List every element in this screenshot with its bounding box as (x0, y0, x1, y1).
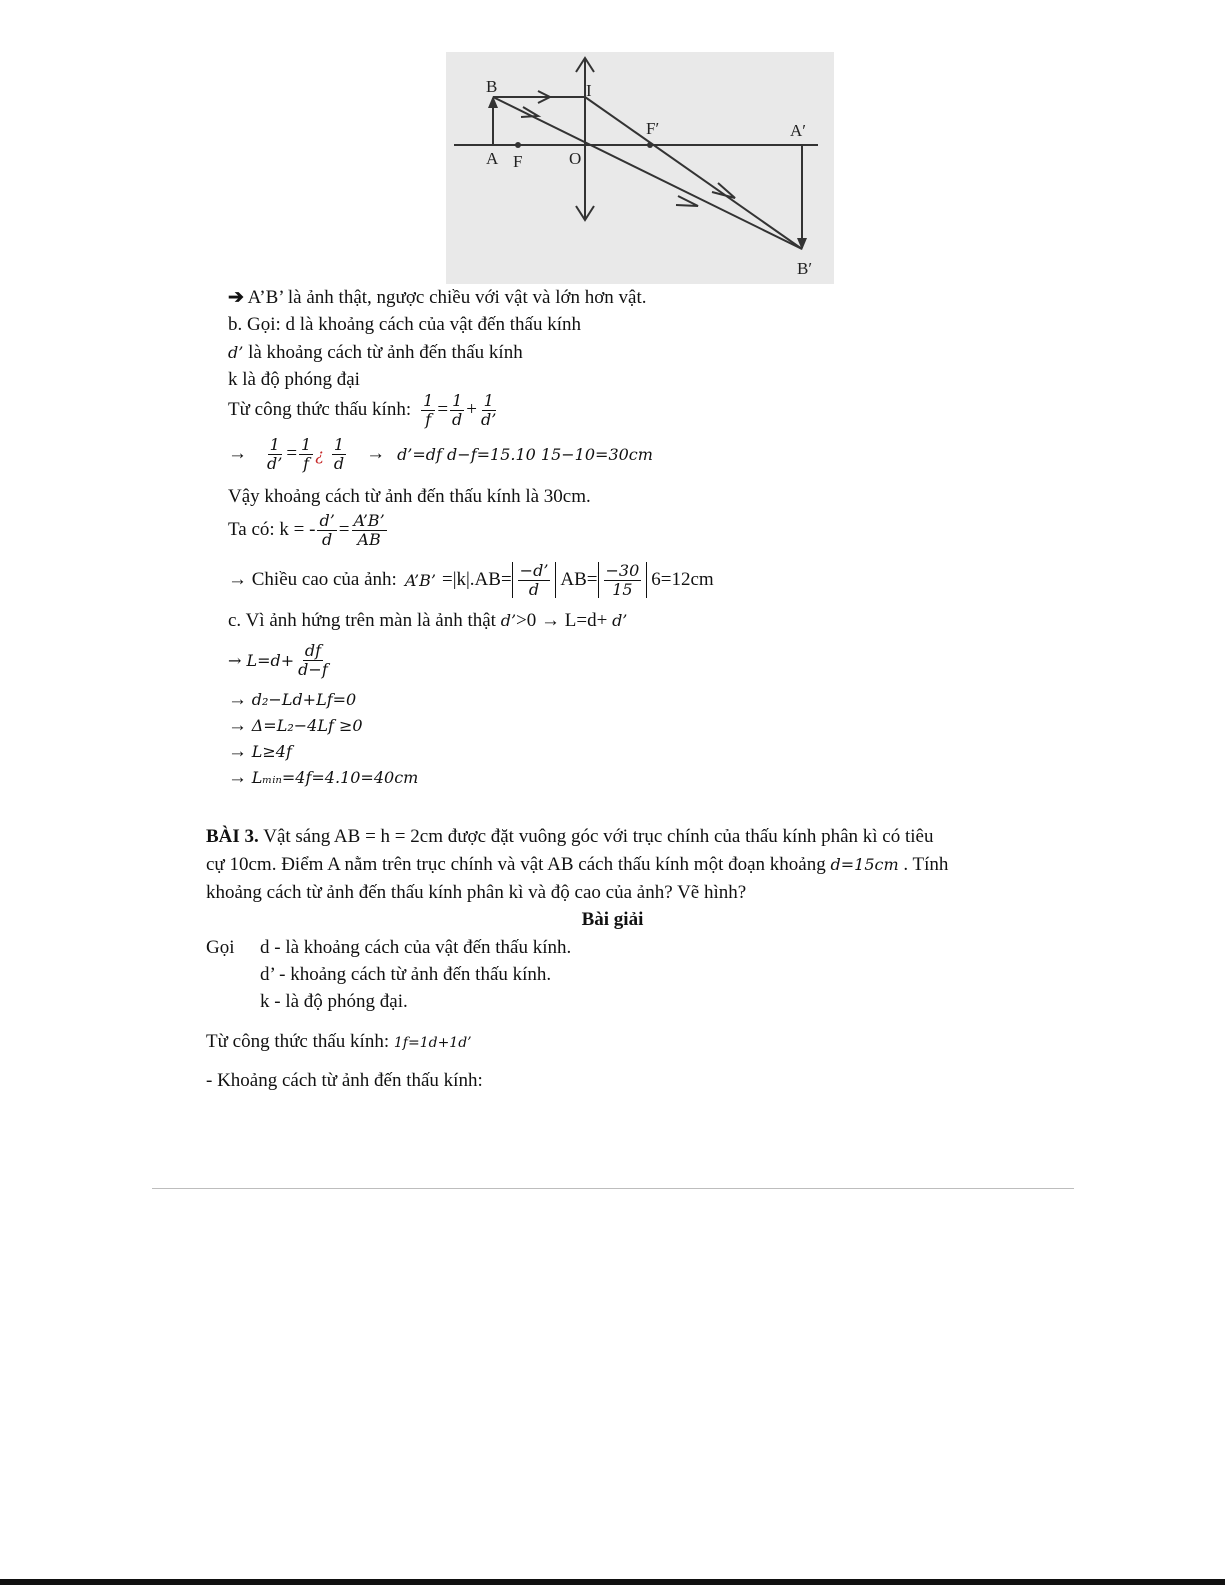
part-b-line2-text: là khoảng cách từ ảnh đến thấu kính (248, 342, 523, 363)
d-prime-result: d’=df d−f=15.10 15−10=30cm (397, 444, 653, 464)
definition-d-prime: d’ - khoảng cách từ ảnh đến thấu kính. (260, 964, 552, 985)
solve-d-prime (228, 436, 653, 472)
height-result: 6=12cm (651, 569, 714, 590)
abs-value: $\frac{-d’}{d}$ (512, 562, 557, 598)
fraction: $\frac{1}{f}$ (423, 391, 434, 429)
abs-value: $\frac{-30}{15}$ (598, 562, 648, 598)
arrow-icon: → (228, 443, 247, 465)
conclusion-text: A’B’ là ảnh thật, ngược chiều với vật và lớn hơn vật. (247, 287, 647, 308)
definition-d: d - là khoảng cách của vật đến thấu kính. (260, 937, 572, 958)
height-eq: =|k|.AB= (441, 569, 512, 590)
distance-result: Vậy khoảng cách từ ảnh đến thấu kính là 30cm. (228, 486, 591, 507)
part-b-line2 (228, 342, 523, 364)
var-a-prime-b-prime: A’B’ (404, 570, 436, 590)
part-c-step4 (228, 741, 292, 763)
bai3-line2 (206, 854, 948, 876)
bai3-line1 (206, 826, 933, 848)
arrow-icon: → (228, 741, 247, 762)
label-o: O (569, 149, 582, 168)
var-d-prime: d’ (500, 611, 517, 630)
label-f-prime: F′ (646, 119, 660, 138)
part-c-condition: >0 → L=d+ (516, 610, 608, 631)
step1-lead: → L=d+ (228, 650, 295, 670)
arrow-icon: → (228, 767, 247, 788)
fraction: $\frac{1}{d’}$ (267, 435, 283, 473)
label-i: I (586, 81, 592, 100)
part-c-step3 (228, 715, 363, 737)
fraction: $\frac{df}{d-f}$ (298, 641, 328, 679)
fraction: $\frac{d’}{d}$ (319, 511, 335, 549)
part-b-line3: k là độ phóng đại (228, 369, 360, 390)
step3-math: Δ=L₂−4Lf ≥0 (251, 716, 363, 735)
lens-formula (228, 392, 500, 428)
k-label: Ta có: k = - (228, 519, 316, 541)
equals-sign: = (437, 399, 449, 421)
equals-sign: = (286, 443, 298, 465)
part-c-step2 (228, 689, 356, 711)
step4-math: L≥4f (251, 742, 292, 761)
image-height (228, 562, 714, 598)
part-c-intro (228, 610, 627, 632)
fraction: $\frac{1}{f}$ (301, 435, 312, 473)
var-d-prime: d’ (612, 611, 628, 630)
bai3-line3: khoảng cách từ ảnh đến thấu kính phân kì và độ cao của ảnh? Vẽ hình? (206, 882, 747, 903)
diagram-background (446, 52, 834, 284)
solution-title: Bài giải (581, 909, 644, 930)
bai3-formula-label: Từ công thức thấu kính: (206, 1031, 390, 1052)
bai3-formula: 1f=1d+1d’ (393, 1035, 472, 1051)
label-b-prime: B′ (797, 259, 813, 278)
bai3-d-value: d=15cm (830, 855, 899, 874)
bai3-line1-text: Vật sáng AB = h = 2cm được đặt vuông góc với trục chính của thấu kính phân kì có tiêu (263, 826, 934, 847)
label-a-prime: A′ (790, 121, 806, 140)
plus-sign: + (466, 399, 477, 421)
page-bottom-edge (0, 1579, 1225, 1585)
bai3-formula-line (206, 1031, 472, 1053)
label-b: B (486, 77, 498, 96)
fraction: $\frac{1}{d}$ (333, 435, 345, 473)
bai3-distance-label: - Khoảng cách từ ảnh đến thấu kính: (206, 1070, 483, 1091)
equals-sign: = (338, 519, 350, 541)
lens-formula-label: Từ công thức thấu kính: (228, 399, 412, 421)
bai3-title: BÀI 3. (206, 826, 259, 847)
label-a: A (486, 149, 499, 168)
part-c-step1 (228, 642, 332, 678)
fraction: $\frac{1}{d}$ (452, 391, 463, 429)
var-d-prime: d’ (228, 343, 244, 362)
goi-label: Gọi (206, 937, 235, 958)
operator-glyph: ¿ (315, 444, 324, 464)
arrow-icon: → (228, 715, 247, 736)
step2-math: d₂−Ld+Lf=0 (251, 690, 357, 709)
height-label: → Chiều cao của ảnh: (228, 569, 397, 590)
focal-point-f (515, 142, 521, 148)
part-c-intro-text: c. Vì ảnh hứng trên màn là ảnh thật (228, 610, 496, 631)
label-f: F (513, 152, 523, 171)
arrow-icon: → (366, 443, 386, 465)
ray-diagram (446, 52, 834, 284)
ab-eq: AB= (560, 569, 598, 590)
arrow-right-icon: ➔ (228, 287, 244, 308)
page-divider (152, 1188, 1074, 1189)
part-c-step5 (228, 767, 418, 789)
definition-k: k - là độ phóng đại. (260, 991, 408, 1012)
fraction: $\frac{1}{d’}$ (481, 391, 497, 429)
part-b-line1: b. Gọi: d là khoảng cách của vật đến thấu kính (228, 314, 581, 335)
bai3-line2-end: . Tính (903, 854, 949, 875)
magnification-formula (228, 512, 389, 548)
arrow-icon: → (228, 689, 247, 710)
focal-point-f-prime (647, 142, 653, 148)
step5-math: Lₘᵢₙ=4f=4.10=40cm (251, 768, 419, 787)
fraction: $\frac{A’B’}{AB}$ (353, 511, 385, 549)
conclusion-line (228, 286, 647, 309)
bai3-line2-text: cự 10cm. Điểm A nằm trên trục chính và vật AB cách thấu kính một đoạn khoảng (206, 854, 826, 875)
